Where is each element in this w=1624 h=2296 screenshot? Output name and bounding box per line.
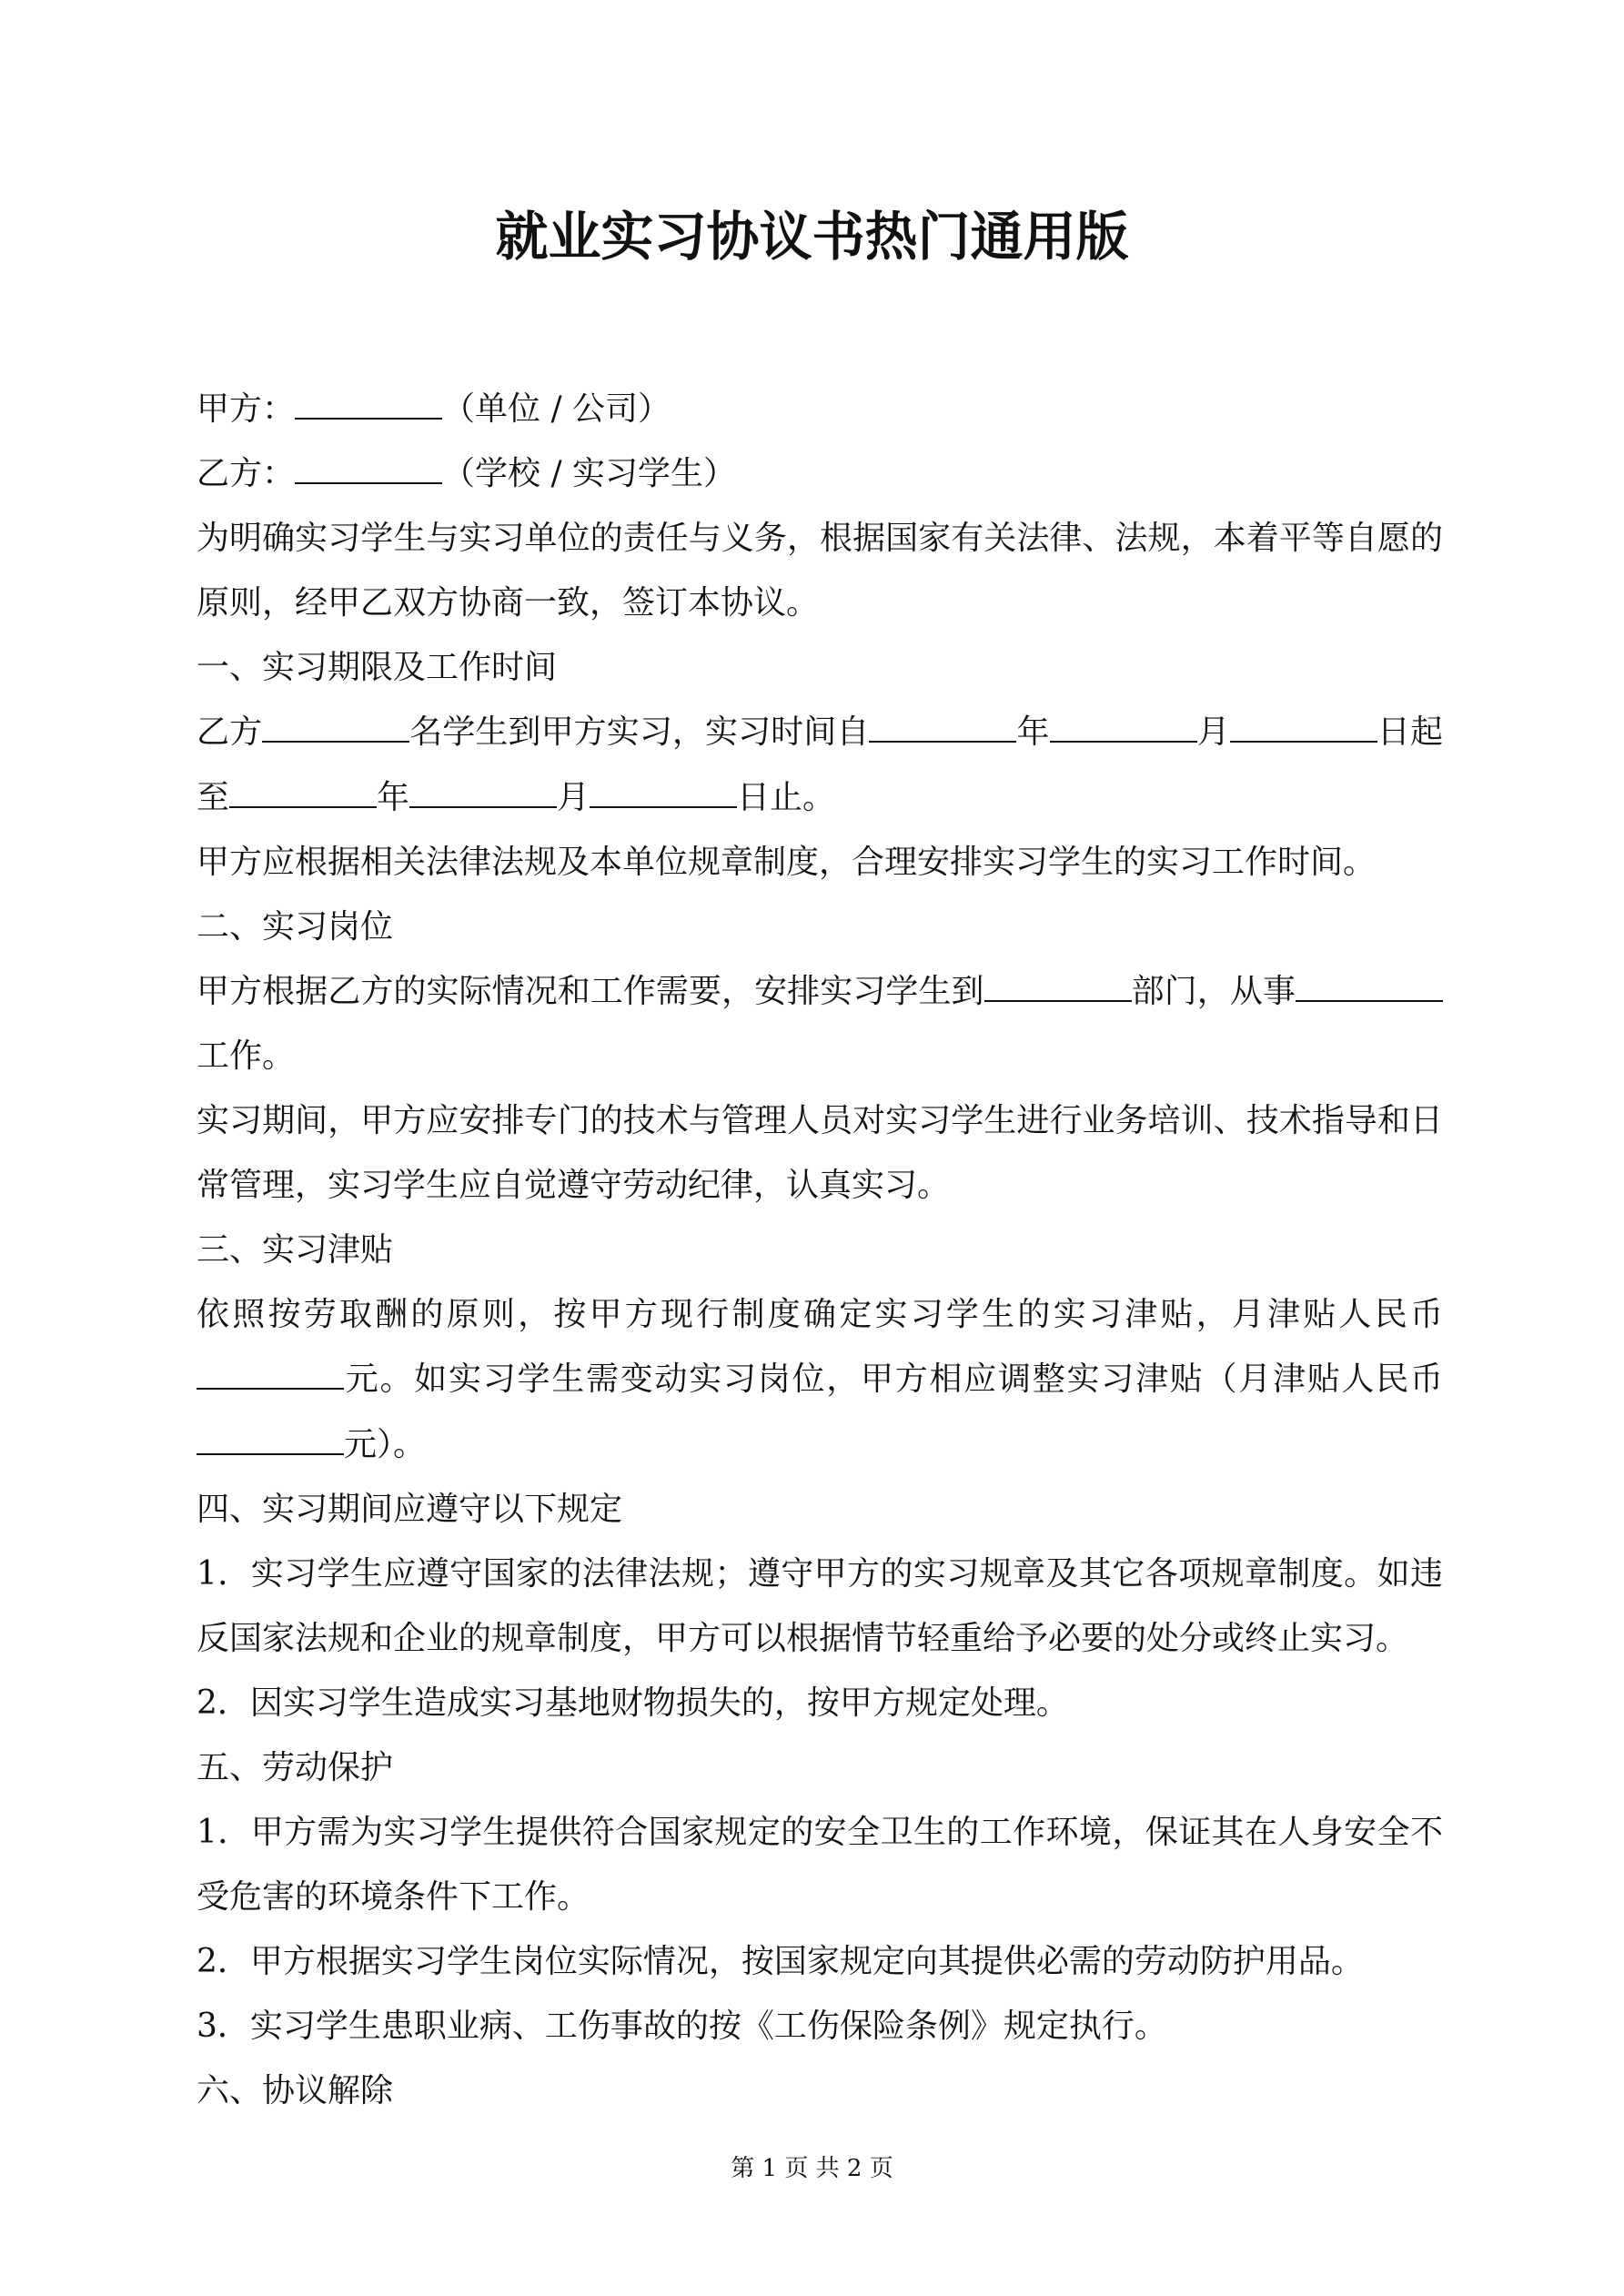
line-text: 六、协议解除 bbox=[197, 2072, 394, 2110]
text-line bbox=[197, 1412, 1443, 1477]
text-line bbox=[197, 1282, 1443, 1347]
text-line bbox=[197, 1671, 1443, 1735]
text-line bbox=[197, 700, 1443, 764]
line-text: 一、实习期限及工作时间 bbox=[197, 649, 558, 687]
text-line bbox=[197, 377, 1443, 441]
text-line bbox=[197, 1218, 1443, 1282]
line-text: 乙方： bbox=[197, 455, 296, 493]
text-line bbox=[197, 1865, 1443, 1929]
line-text: 工作。 bbox=[197, 1037, 296, 1075]
fill-in-blank[interactable] bbox=[590, 779, 737, 808]
text-line bbox=[197, 1088, 1443, 1153]
line-text: （学校 / 实习学生） bbox=[442, 455, 737, 493]
line-text: 日起 bbox=[1377, 713, 1443, 752]
line-text: 甲方应根据相关法律法规及本单位规章制度，合理安排实习学生的实习工作时间。 bbox=[197, 843, 1377, 881]
fill-in-blank[interactable] bbox=[1230, 713, 1377, 743]
line-text: 甲方： bbox=[197, 390, 296, 428]
line-text: 乙方 bbox=[197, 713, 263, 752]
fill-in-blank[interactable] bbox=[984, 973, 1132, 1002]
text-line bbox=[197, 2058, 1443, 2123]
line-text: 1．实习学生应遵守国家的法律法规；遵守甲方的实习规章及其它各项规章制度。如违 bbox=[197, 1554, 1443, 1593]
line-text: 2．因实习学生造成实习基地财物损失的，按甲方规定处理。 bbox=[197, 1684, 1069, 1722]
fill-in-blank[interactable] bbox=[197, 1426, 344, 1455]
text-line bbox=[197, 959, 1443, 1024]
text-line bbox=[197, 765, 1443, 830]
text-line bbox=[197, 635, 1443, 700]
line-text: 3．实习学生患职业病、工伤事故的按《工伤保险条例》规定执行。 bbox=[197, 2008, 1167, 2046]
fill-in-blank[interactable] bbox=[197, 1360, 344, 1390]
fill-in-blank[interactable] bbox=[295, 455, 442, 484]
text-line bbox=[197, 1735, 1443, 1800]
text-line bbox=[197, 1347, 1443, 1411]
line-text: 月 bbox=[557, 778, 590, 816]
line-text: 名学生到甲方实习，实习时间自 bbox=[409, 713, 870, 752]
text-line bbox=[197, 1800, 1443, 1865]
line-text: （单位 / 公司） bbox=[442, 390, 671, 428]
page-footer: 第 1 页 共 2 页 bbox=[731, 2155, 893, 2182]
text-line bbox=[197, 895, 1443, 959]
fill-in-blank[interactable] bbox=[1296, 973, 1443, 1002]
line-text: 实习期间，甲方应安排专门的技术与管理人员对实习学生进行业务培训、技术指导和日 bbox=[197, 1102, 1443, 1140]
line-text: 为明确实习学生与实习单位的责任与义务，根据国家有关法律、法规，本着平等自愿的 bbox=[197, 520, 1443, 558]
fill-in-blank[interactable] bbox=[869, 713, 1016, 743]
text-line bbox=[197, 1994, 1443, 2058]
text-line bbox=[197, 1542, 1443, 1606]
line-text: 三、实习津贴 bbox=[197, 1231, 394, 1269]
fill-in-blank[interactable] bbox=[229, 779, 377, 808]
line-text: 日止。 bbox=[737, 778, 836, 816]
line-text: 甲方根据乙方的实际情况和工作需要，安排实习学生到 bbox=[197, 972, 984, 1010]
text-line bbox=[197, 1153, 1443, 1218]
text-line bbox=[197, 506, 1443, 571]
line-text: 常管理，实习学生应自觉遵守劳动纪律，认真实习。 bbox=[197, 1167, 951, 1205]
fill-in-blank[interactable] bbox=[295, 390, 442, 420]
document-body bbox=[197, 377, 1443, 2124]
fill-in-blank[interactable] bbox=[262, 713, 409, 743]
line-text: 年 bbox=[1016, 713, 1050, 752]
text-line bbox=[197, 1024, 1443, 1088]
line-text: 原则，经甲乙双方协商一致，签订本协议。 bbox=[197, 584, 820, 622]
line-text: 年 bbox=[377, 778, 410, 816]
line-text: 月 bbox=[1196, 713, 1230, 752]
document-title: 就业实习协议书热门通用版 bbox=[495, 206, 1129, 268]
line-text: 五、劳动保护 bbox=[197, 1748, 394, 1786]
text-line bbox=[197, 1606, 1443, 1671]
text-line bbox=[197, 571, 1443, 635]
fill-in-blank[interactable] bbox=[409, 779, 557, 808]
fill-in-blank[interactable] bbox=[1050, 713, 1197, 743]
line-text: 受危害的环境条件下工作。 bbox=[197, 1878, 590, 1917]
line-text: 2．甲方根据实习学生岗位实际情况，按国家规定向其提供必需的劳动防护用品。 bbox=[197, 1943, 1364, 1981]
line-text: 元。如实习学生需变动实习岗位，甲方相应调整实习津贴（月津贴人民币 bbox=[344, 1360, 1443, 1399]
line-text: 元）。 bbox=[344, 1425, 427, 1463]
text-line bbox=[197, 1477, 1443, 1542]
text-line bbox=[197, 1929, 1443, 1994]
line-text: 依照按劳取酬的原则，按甲方现行制度确定实习学生的实习津贴，月津贴人民币 bbox=[197, 1296, 1443, 1334]
line-text: 至 bbox=[197, 778, 230, 816]
text-line bbox=[197, 441, 1443, 506]
line-text: 1．甲方需为实习学生提供符合国家规定的安全卫生的工作环境，保证其在人身安全不 bbox=[197, 1814, 1443, 1852]
line-text: 四、实习期间应遵守以下规定 bbox=[197, 1490, 623, 1528]
line-text: 二、实习岗位 bbox=[197, 907, 394, 946]
text-line bbox=[197, 830, 1443, 895]
line-text: 反国家法规和企业的规章制度，甲方可以根据情节轻重给予必要的处分或终止实习。 bbox=[197, 1619, 1409, 1657]
line-text: 部门，从事 bbox=[1131, 972, 1296, 1010]
